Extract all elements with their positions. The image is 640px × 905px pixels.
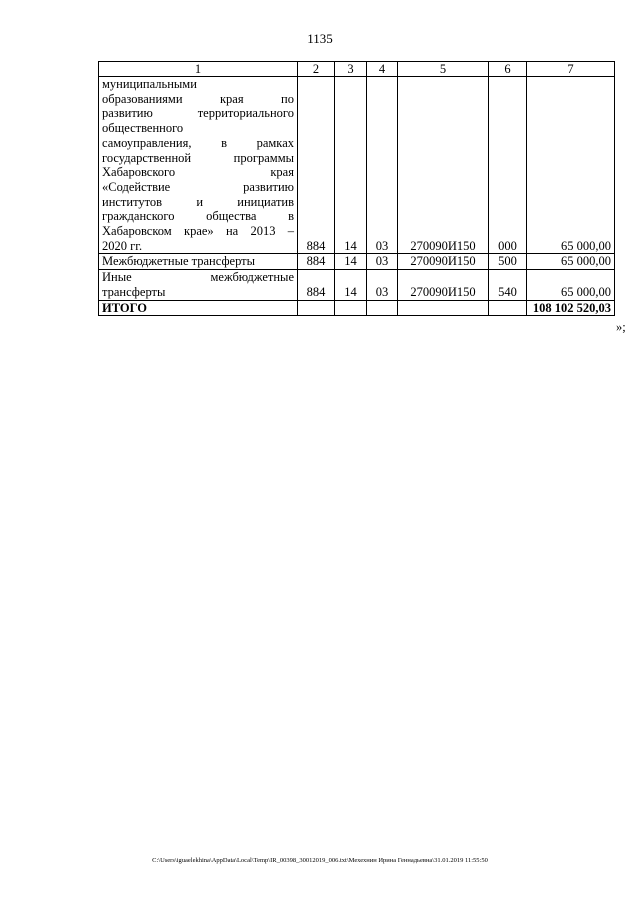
name-line: самоуправления, в рамках	[102, 135, 294, 150]
row-cell-4: 03	[367, 254, 398, 270]
closing-quote: »;	[616, 320, 626, 334]
header-cell-5: 5	[398, 62, 489, 77]
name-line: «Содействие развитию	[102, 179, 294, 194]
header-cell-7: 7	[527, 62, 615, 77]
total-amount: 108 102 520,03	[527, 300, 615, 316]
budget-table	[98, 61, 615, 316]
name-line: Хабаровском крае» на 2013 –	[102, 224, 294, 239]
name-line: трансферты	[102, 284, 166, 299]
table-row	[99, 270, 615, 300]
row-cell-7: 65 000,00	[527, 77, 615, 254]
header-cell-4: 4	[367, 62, 398, 77]
name-line: образованиями края по	[102, 91, 294, 106]
row-cell-7: 65 000,00	[527, 270, 615, 300]
name-line: Межбюджетные трансферты	[102, 254, 256, 269]
header-cell-1: 1	[99, 62, 298, 77]
table-total-row	[99, 300, 615, 316]
name-line: общественного	[102, 121, 184, 136]
name-line: институтов и инициатив	[102, 194, 294, 209]
total-empty-cell	[489, 300, 527, 316]
row-cell-7: 65 000,00	[527, 254, 615, 270]
total-empty-cell	[298, 300, 335, 316]
page-number: 1135	[307, 31, 333, 46]
name-line: развитию территориального	[102, 106, 294, 121]
name-line: 2020 гг.	[102, 238, 143, 253]
row-cell-5: 270090И150	[398, 254, 489, 270]
table-row	[99, 77, 615, 254]
row-cell-3: 14	[335, 270, 367, 300]
row-cell-2: 884	[298, 77, 335, 254]
name-line: гражданского общества в	[102, 209, 294, 224]
header-cell-3: 3	[335, 62, 367, 77]
total-empty-cell	[367, 300, 398, 316]
row-cell-4: 03	[367, 77, 398, 254]
name-line: государственной программы	[102, 150, 294, 165]
row-name-cell	[99, 270, 298, 300]
row-cell-3: 14	[335, 77, 367, 254]
table-row	[99, 254, 615, 270]
total-empty-cell	[398, 300, 489, 316]
total-label: ИТОГО	[99, 300, 298, 316]
row-cell-3: 14	[335, 254, 367, 270]
name-line: Хабаровского края	[102, 165, 294, 180]
row-name-cell	[99, 254, 298, 270]
row-cell-5: 270090И150	[398, 270, 489, 300]
row-cell-2: 884	[298, 254, 335, 270]
row-cell-6: 540	[489, 270, 527, 300]
row-cell-4: 03	[367, 270, 398, 300]
header-cell-2: 2	[298, 62, 335, 77]
footer-file-path: C:\Users\iguaelekhina\AppData\Local\Temp\IR_00398_30012019_006.txt\Мехехнин Ирина Геннадьевна\31.01.2019 11:55:50	[152, 857, 488, 864]
name-line: муниципальными	[102, 77, 197, 91]
row-cell-2: 884	[298, 270, 335, 300]
row-cell-5: 270090И150	[398, 77, 489, 254]
row-cell-6: 500	[489, 254, 527, 270]
table-header-row	[99, 62, 615, 77]
total-empty-cell	[335, 300, 367, 316]
header-cell-6: 6	[489, 62, 527, 77]
row-name-cell	[99, 77, 298, 254]
name-line: Иные межбюджетные	[102, 270, 294, 285]
row-cell-6: 000	[489, 77, 527, 254]
